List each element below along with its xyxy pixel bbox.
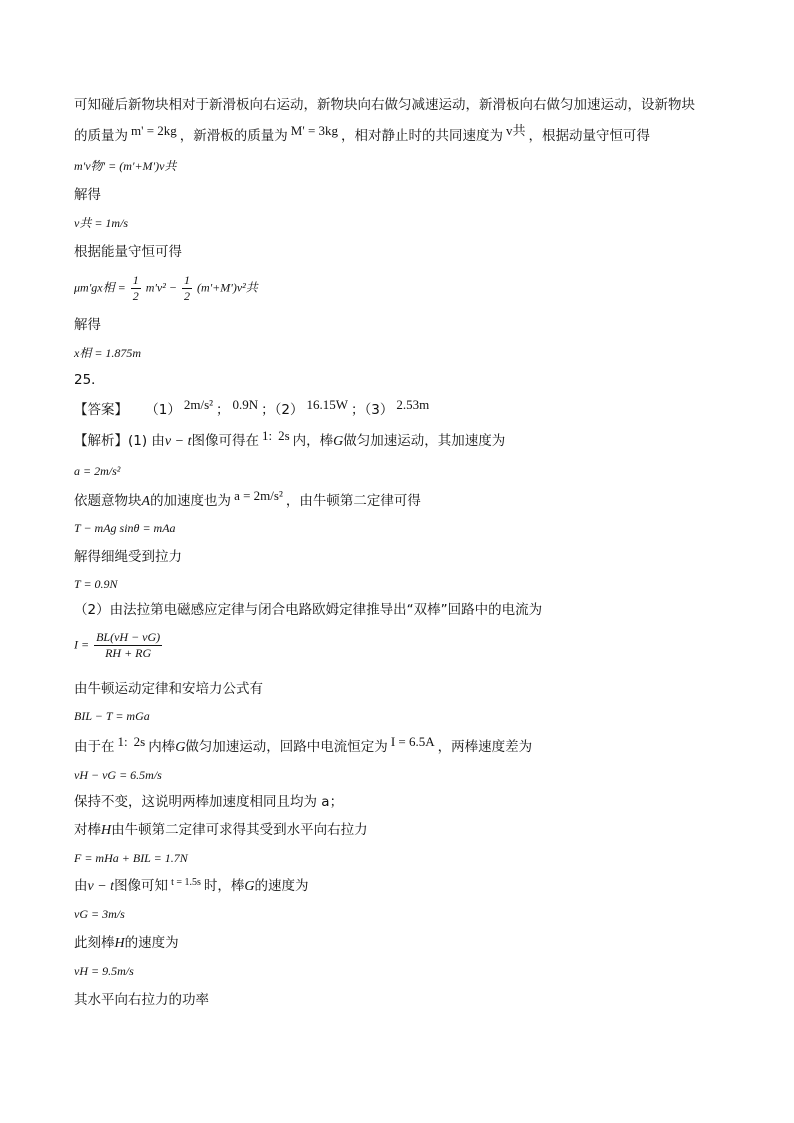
text-line-2: 的质量为 m' = 2kg ，新滑板的质量为 M' = 3kg ，相对静止时的共同速度为 v共 ，根据动量守恒可得	[74, 123, 651, 144]
equation-tension: T = 0.9N	[74, 577, 118, 591]
analysis-line-10: 此刻棒H的速度为	[74, 935, 179, 951]
equation-pull-force: F = mHa + BIL = 1.7N	[74, 851, 188, 865]
text-energy: 根据能量守恒可得	[74, 244, 182, 260]
answer-line: 【答案】 （1） 2m/s² ； 0.9N ；（2） 16.15W ；（3） 2.53m	[74, 397, 430, 418]
text-jiede-1: 解得	[74, 187, 101, 203]
question-number: 25．	[74, 372, 105, 388]
text-line-1: 可知碰后新物块相对于新滑板向右运动，新物块向右做匀减速运动，新滑板向右做匀加速运动，设新物块	[74, 97, 695, 113]
equation-acceleration: a = 2m/s²	[74, 464, 121, 478]
analysis-line-7: 保持不变，这说明两棒加速度相同且均为 a；	[74, 794, 344, 810]
math-new-block-mass: m' = 2kg	[131, 123, 177, 138]
equation-velocity-difference: vH − vG = 6.5m/s	[74, 768, 162, 782]
equation-energy: μm'gx相 = $\frac{1}{2}$ m'v² − $\frac{1}{2}$ (m'+M')v²共	[74, 273, 258, 303]
analysis-line-11: 其水平向右拉力的功率	[74, 992, 209, 1008]
equation-common-velocity: v共 = 1m/s	[74, 216, 129, 230]
math-new-board-mass: M' = 3kg	[290, 123, 339, 138]
equation-relative-displacement: x相 = 1.875m	[74, 346, 142, 360]
equation-ampere-force: BIL − T = mGa	[74, 709, 150, 723]
analysis-line-8: 对棒H由牛顿第二定律可求得其受到水平向右拉力	[74, 822, 368, 838]
analysis-line-1: 【解析】(1) 由v − t图像可得在 1: 2s 内，棒G做匀加速运动，其加速度为	[74, 428, 506, 449]
analysis-line-2: 依题意物块A的加速度也为 a = 2m/s² ，由牛顿第二定律可得	[74, 488, 421, 509]
analysis-line-9: 由v − t图像可知 $^{t = 1.5s}$ 时，棒G的速度为	[74, 877, 309, 894]
equation-momentum: m'v物' = (m'+M')v共	[74, 159, 177, 173]
equation-current: I = $\frac{BL(vH - vG)}{RH + RG}$	[74, 630, 161, 660]
equation-newton-rope: T − mAg sinθ = mAa	[74, 521, 176, 535]
math-common-velocity: v共	[506, 123, 526, 138]
analysis-line-6: 由于在 1: 2s 内棒G做匀加速运动，回路中电流恒定为 I = 6.5A ，两棒速度差为	[74, 734, 533, 755]
analysis-line-3: 解得细绳受到拉力	[74, 549, 182, 565]
equation-velocity-h: vH = 9.5m/s	[74, 964, 134, 978]
analysis-line-5: 由牛顿运动定律和安培力公式有	[74, 681, 263, 697]
text-jiede-2: 解得	[74, 317, 101, 333]
analysis-line-4: （2）由法拉第电磁感应定律与闭合电路欧姆定律推导出“双棒”回路中的电流为	[74, 602, 543, 618]
equation-velocity-g: vG = 3m/s	[74, 907, 125, 921]
